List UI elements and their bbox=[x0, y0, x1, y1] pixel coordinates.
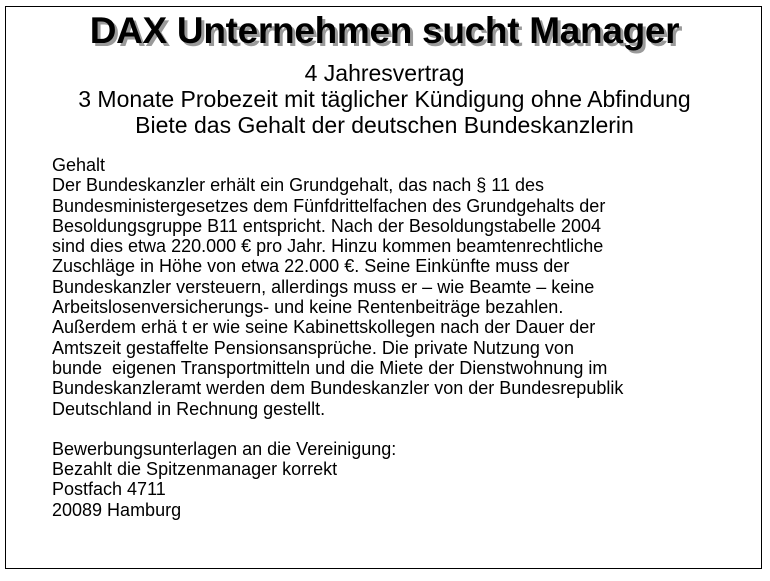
paragraph-spacer bbox=[52, 419, 752, 439]
salary-text-line: Deutschland in Rechnung gestellt. bbox=[52, 398, 326, 419]
salary-text-line: Bundeskanzler versteuern, allerdings muss er – wie Beamte – keine bbox=[52, 276, 595, 297]
application-po-box: Postfach 4711 bbox=[52, 479, 166, 500]
probation-line: 3 Monate Probezeit mit täglicher Kündigung ohne Abfindung bbox=[78, 86, 691, 112]
salary-text-line: Der Bundeskanzler erhält ein Grundgehalt, das nach § 11 des bbox=[52, 175, 544, 196]
salary-text-line: Bundesministergesetzes dem Fünfdrittelfachen des Grundgehalts der bbox=[52, 195, 606, 216]
salary-text-line: bunde eigenen Transportmitteln und die Miete der Dienstwohnung im bbox=[52, 357, 608, 378]
application-city: 20089 Hamburg bbox=[52, 499, 182, 520]
salary-text-line: Amtszeit gestaffelte Pensionsansprüche. Die private Nutzung von bbox=[52, 337, 574, 358]
salary-offer-line: Biete das Gehalt der deutschen Bundeskanzlerin bbox=[135, 112, 634, 138]
salary-text-line: Zuschläge in Höhe von etwa 22.000 €. Seine Einkünfte muss der bbox=[52, 256, 570, 277]
application-intro: Bewerbungsunterlagen an die Vereinigung: bbox=[52, 438, 397, 459]
salary-text-line: Außerdem erhä t er wie seine Kabinettskollegen nach der Dauer der bbox=[52, 317, 596, 338]
application-organization: Bezahlt die Spitzenmanager korrekt bbox=[52, 459, 338, 480]
salary-heading: Gehalt bbox=[52, 155, 106, 175]
salary-text-line: Arbeitslosenversicherungs- und keine Rentenbeiträge bezahlen. bbox=[52, 297, 564, 318]
salary-text-line: sind dies etwa 220.000 € pro Jahr. Hinzu kommen beamtenrechtliche bbox=[52, 236, 604, 257]
salary-text-line: Bundeskanzleramt werden dem Bundeskanzler von der Bundesrepublik bbox=[52, 378, 624, 399]
ad-body bbox=[52, 155, 752, 520]
ad-headline: DAX Unternehmen sucht Manager bbox=[89, 10, 680, 51]
contract-duration-line: 4 Jahresvertrag bbox=[304, 60, 465, 86]
job-advertisement bbox=[5, 6, 762, 569]
salary-text-line: Besoldungsgruppe B11 entspricht. Nach der Besoldungstabelle 2004 bbox=[52, 215, 602, 236]
